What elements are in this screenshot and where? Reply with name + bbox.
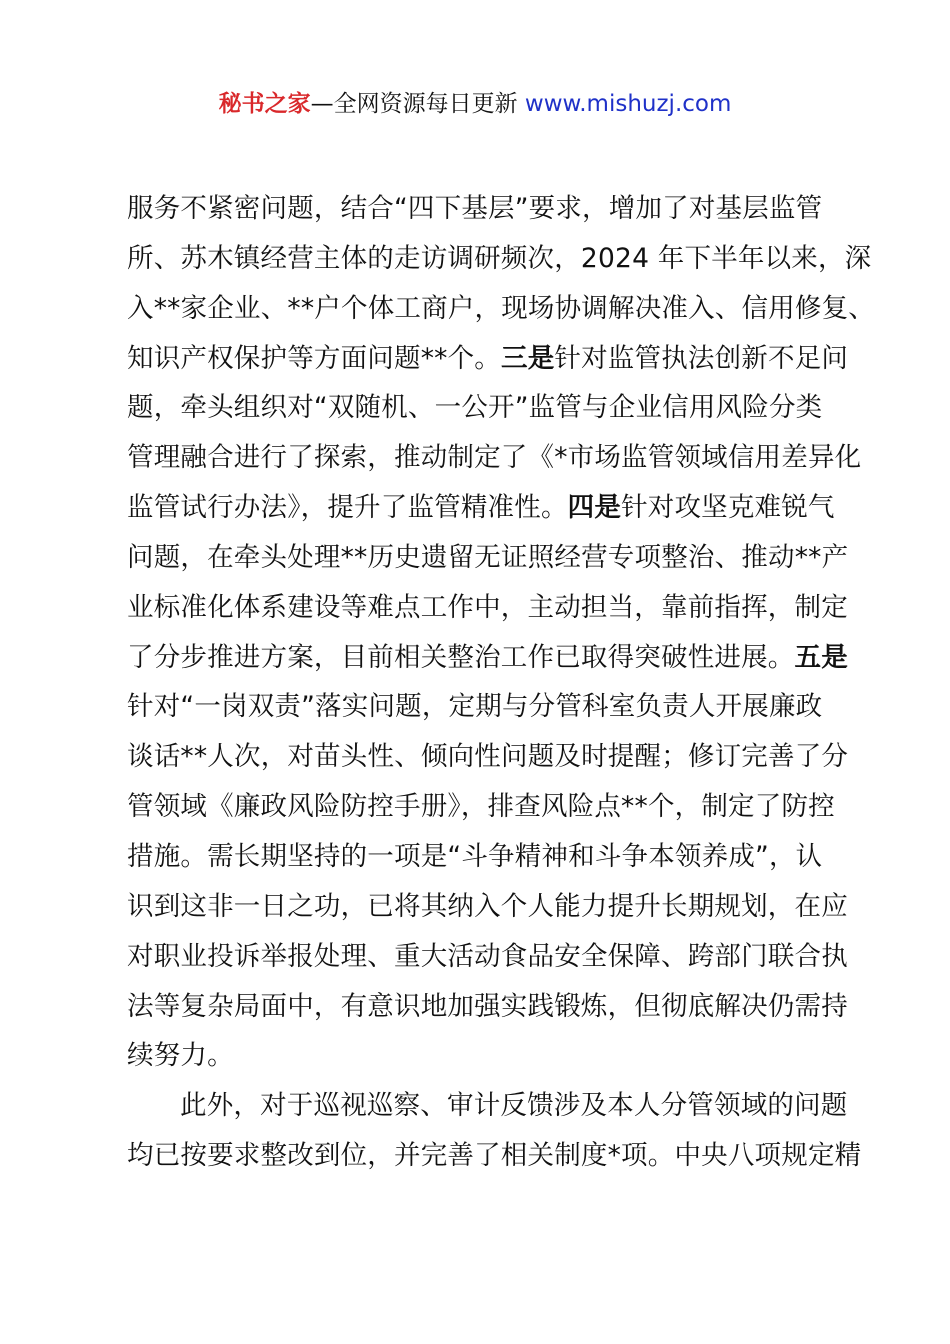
text-segment: 法等复杂局面中，有意识地加强实践锻炼，但彻底解决仍需持: [127, 990, 848, 1022]
page-header: [0, 86, 950, 122]
text-line: [127, 334, 847, 384]
emphasis-label: 五是: [794, 641, 848, 673]
text-segment: 谈话**人次，对苗头性、倾向性问题及时提醒；修订完善了分: [127, 741, 849, 773]
text-line: [127, 982, 847, 1032]
text-segment: 管领域《廉政风险防控手册》，排查风险点**个，制定了防控: [127, 791, 835, 823]
header-tagline: —全网资源每日更新: [310, 91, 525, 117]
text-segment: 针对“一岗双责”落实问题，定期与分管科室负责人开展廉政: [127, 691, 823, 723]
text-line: [127, 682, 847, 732]
text-line: [127, 932, 847, 982]
text-line: [127, 633, 847, 683]
text-line: [127, 732, 847, 782]
text-segment: 此外，对于巡视巡察、审计反馈涉及本人分管领域的问题: [180, 1090, 848, 1122]
text-segment: 服务不紧密问题，结合“四下基层”要求，增加了对基层监管: [127, 193, 823, 224]
text-line: [127, 782, 847, 832]
text-segment: 针对攻坚克难锐气: [621, 492, 835, 524]
text-segment: 入**家企业、**户个体工商户，现场协调解决准入、信用修复、: [127, 292, 875, 324]
text-line: [127, 882, 847, 932]
text-segment: 所、苏木镇经营主体的走访调研频次，2024 年下半年以来，深: [127, 242, 872, 274]
text-segment: 业标准化体系建设等难点工作中，主动担当，靠前指挥，制定: [127, 591, 848, 623]
emphasis-label: 四是: [567, 492, 622, 524]
text-line: [127, 1131, 862, 1181]
text-segment: 知识产权保护等方面问题**个。: [127, 342, 501, 374]
text-line: [127, 483, 847, 533]
text-line: [127, 1081, 847, 1131]
text-segment: 问题，在牵头处理**历史遗留无证照经营专项整治、推动**产: [127, 541, 849, 573]
text-segment: 续努力。: [127, 1040, 234, 1072]
text-segment: 均已按要求整改到位，并完善了相关制度*项。中央八项规定精: [127, 1140, 862, 1172]
text-segment: 针对监管执法创新不足问: [554, 342, 849, 374]
text-line: [127, 832, 847, 882]
text-segment: 对职业投诉举报处理、重大活动食品安全保障、跨部门联合执: [127, 940, 848, 972]
text-segment: 识到这非一日之功，已将其纳入个人能力提升长期规划，在应: [127, 890, 848, 922]
text-line: [127, 383, 847, 433]
text-line: [127, 533, 847, 583]
text-line: [127, 433, 862, 483]
text-segment: 了分步推进方案，目前相关整治工作已取得突破性进展。: [127, 641, 795, 673]
text-line: [127, 583, 847, 633]
text-segment: 管理融合进行了探索，推动制定了《*市场监管领域信用差异化: [127, 442, 862, 474]
text-segment: 题，牵头组织对“双随机、一公开”监管与企业信用风险分类: [127, 392, 823, 424]
brand-name: 秘书之家: [218, 91, 311, 117]
body-text: [127, 184, 875, 1181]
text-segment: 措施。需长期坚持的一项是“斗争精神和斗争本领养成”，认: [127, 840, 823, 872]
text-line: [127, 284, 875, 334]
text-line: [127, 184, 847, 234]
text-line: [127, 234, 872, 284]
text-line: [127, 1031, 847, 1081]
emphasis-label: 三是: [501, 342, 555, 374]
website-url[interactable]: www.mishuzj.com: [524, 91, 732, 117]
text-segment: 监管试行办法》，提升了监管精准性。: [127, 492, 568, 524]
